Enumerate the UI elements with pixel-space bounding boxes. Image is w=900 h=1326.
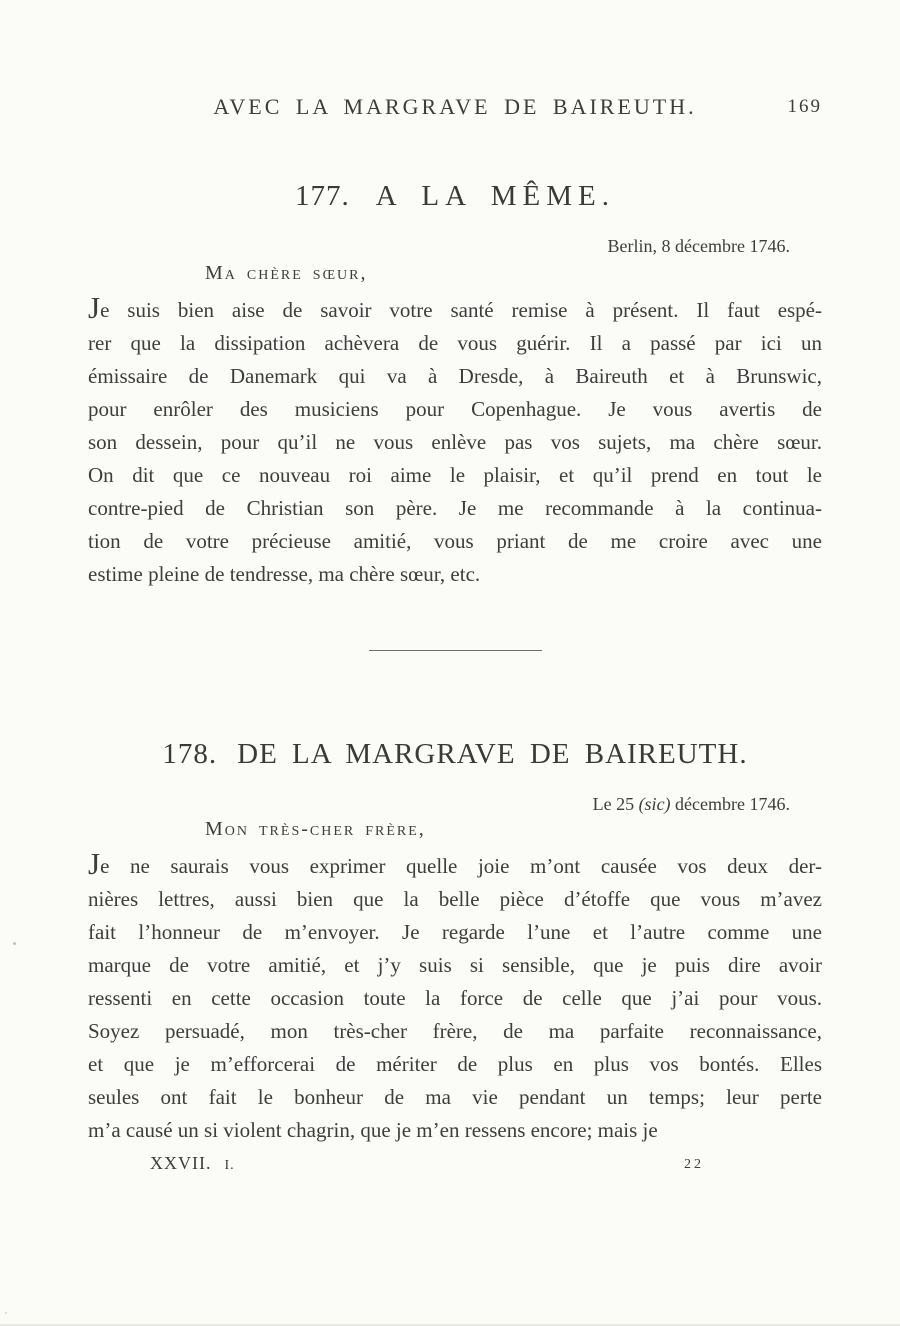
dateline-prefix: Le 25 — [592, 794, 639, 814]
volume-signature-text: XXVII. — [150, 1153, 212, 1173]
letter-177-title — [88, 180, 822, 213]
letter-178-body-line: Soyez persuadé, mon très-cher frère, de ma parfaite reconnaissance, — [88, 1019, 822, 1043]
letter-177-body-line: On dit que ce nouveau roi aime le plaisir, et qu’il prend en tout le — [88, 463, 822, 487]
letter-177-body-line — [88, 290, 822, 327]
sheet-signature: 22 — [684, 1157, 704, 1172]
scan-speck — [13, 942, 16, 945]
running-head — [88, 94, 822, 120]
scan-speck — [5, 1312, 7, 1314]
dateline-sic: (sic) — [638, 794, 671, 814]
letter-178-body-line: ressenti en cette occasion toute la force de celle que j’ai pour vous. — [88, 986, 822, 1010]
letter-178-title — [88, 738, 822, 771]
running-title: AVEC LA MARGRAVE DE BAIREUTH. — [213, 94, 697, 119]
letter-177-salutation: Ma chère sœur, — [205, 262, 368, 284]
letter-178-body-line: marque de votre amitié, et j’y suis si sensible, que je puis dire avoir — [88, 953, 822, 977]
letter-178-body-line: fait l’honneur de m’envoyer. Je regarde l’une et l’autre comme une — [88, 920, 822, 944]
letter-178-body — [88, 846, 822, 1147]
letter-177-number: 177. — [295, 180, 350, 212]
letter-177-body-line: émissaire de Danemark qui va à Dresde, à Baireuth et à Brunswic, — [88, 364, 822, 388]
letter-177-body-line: estime pleine de tendresse, ma chère sœur, etc. — [88, 562, 481, 586]
dateline-suffix: décembre 1746. — [670, 794, 790, 814]
drop-initial: J — [88, 846, 101, 881]
letter-177-dateline: Berlin, 8 décembre 1746. — [607, 236, 790, 256]
letter-177-body-line: contre-pied de Christian son père. Je me recommande à la continua- — [88, 496, 822, 520]
tome-signature-text: I. — [224, 1158, 235, 1173]
section-divider-rule — [369, 650, 542, 651]
letter-177-body — [88, 290, 822, 591]
letter-178-body-line: et que je m’efforcerai de mériter de plus en plus vos bontés. Elles — [88, 1052, 822, 1076]
letter-178-number: 178. — [162, 738, 218, 770]
letter-177-body-line-text: e suis bien aise de savoir votre santé remise à présent. Il faut espé- — [100, 298, 822, 322]
letter-177-body-line: pour enrôler des musiciens pour Copenhague. Je vous avertis de — [88, 397, 822, 421]
letter-178-body-line-text: e ne saurais vous exprimer quelle joie m’ont causée vos deux der- — [100, 854, 822, 878]
letter-177-title-text: A LA MÊME. — [375, 180, 615, 212]
letter-178-body-line — [88, 846, 822, 883]
letter-177-body-line: rer que la dissipation achèvera de vous guérir. Il a passé par ici un — [88, 331, 822, 355]
letter-177-body-line: tion de votre précieuse amitié, vous priant de me croire avec une — [88, 529, 822, 553]
letter-178-dateline — [88, 794, 822, 815]
page-number: 169 — [787, 96, 822, 117]
page-footer — [88, 1153, 822, 1179]
drop-initial: J — [88, 290, 101, 325]
volume-signature — [150, 1153, 235, 1174]
letter-178-title-text: DE LA MARGRAVE DE BAIREUTH. — [237, 738, 748, 770]
letter-178-body-line: seules ont fait le bonheur de ma vie pendant un temps; leur perte — [88, 1085, 822, 1109]
letter-177-body-line: son dessein, pour qu’il ne vous enlève pas vos sujets, ma chère sœur. — [88, 430, 822, 454]
letter-178-body-line: nières lettres, aussi bien que la belle pièce d’étoffe que vous m’avez — [88, 887, 822, 911]
letter-178-body-line: m’a causé un si violent chagrin, que je m’en ressens encore; mais je — [88, 1118, 658, 1142]
letter-178-salutation: Mon très-cher frère, — [205, 818, 426, 840]
